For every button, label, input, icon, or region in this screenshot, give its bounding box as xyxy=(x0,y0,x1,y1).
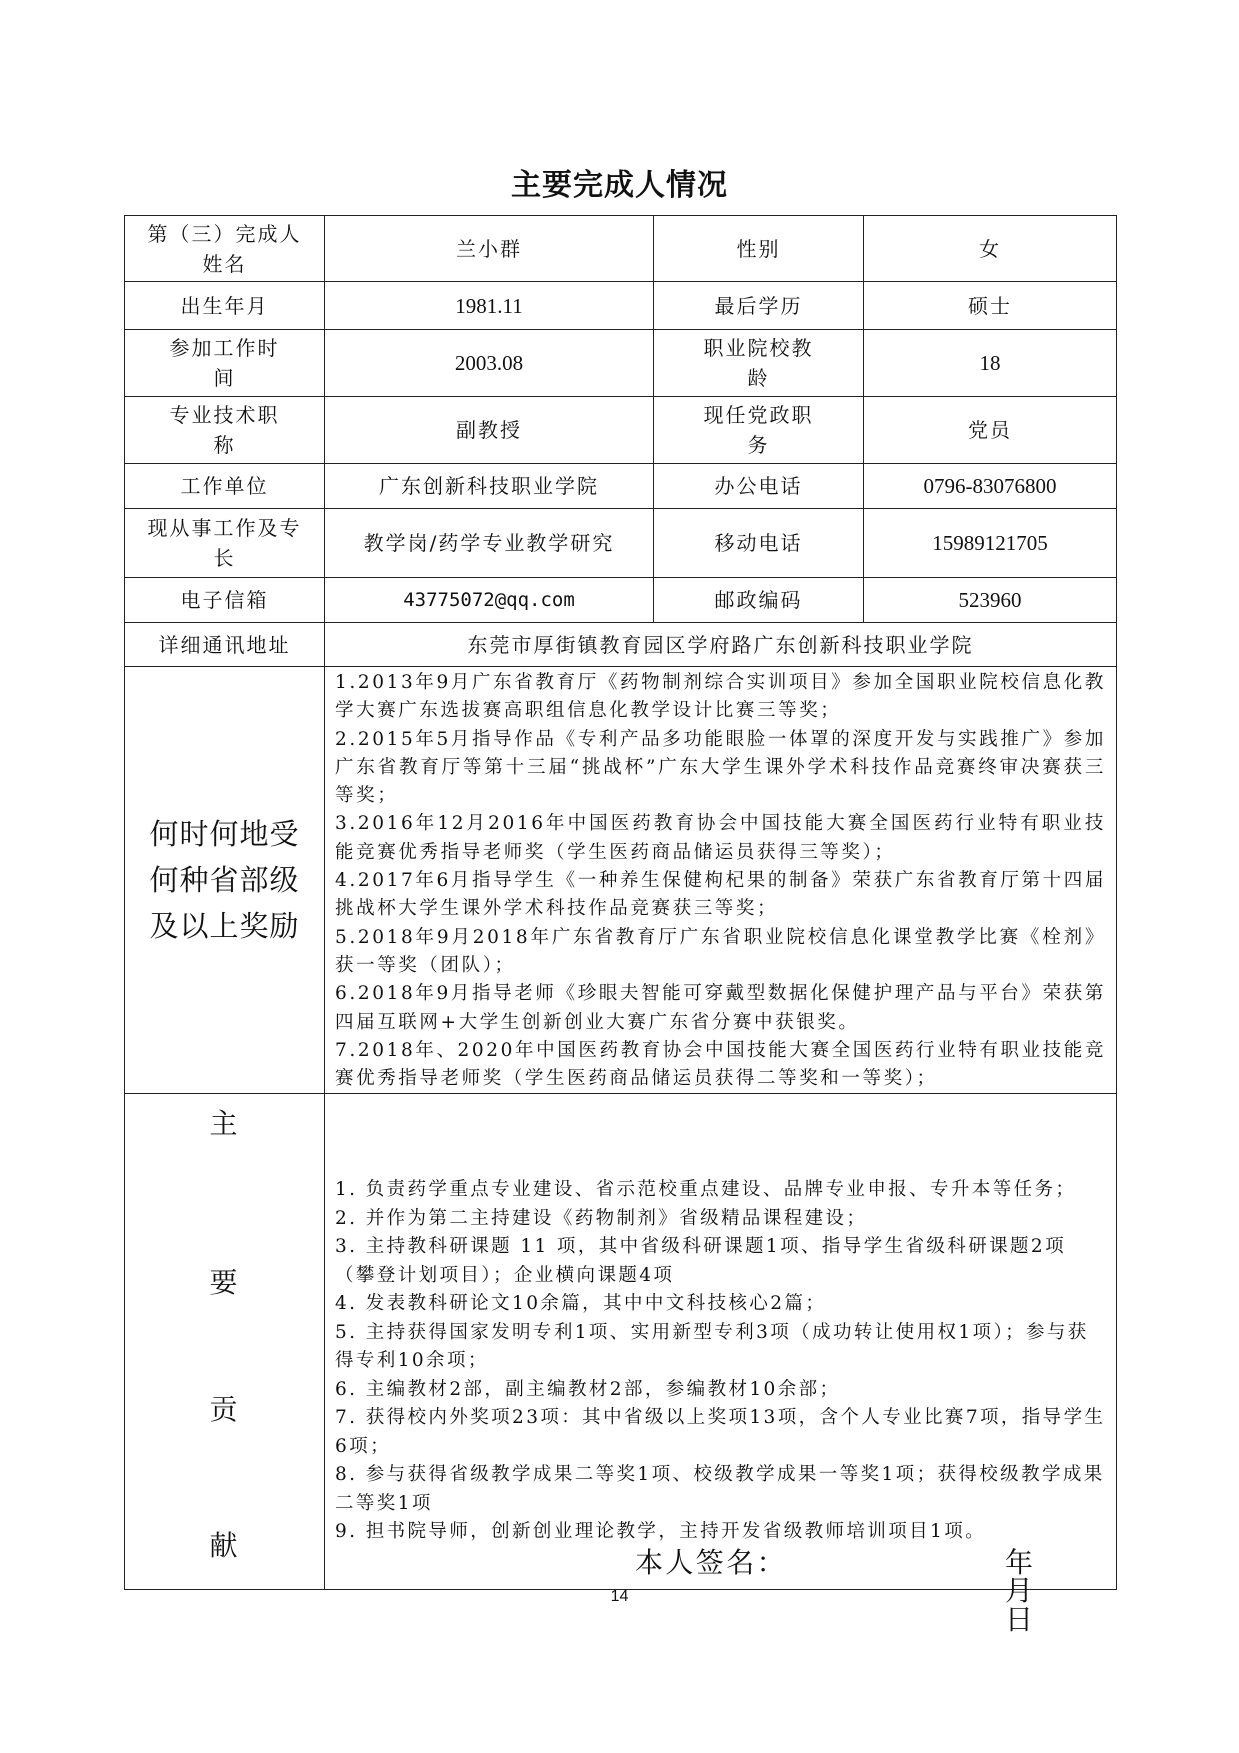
teaching-years-label: 职业院校教龄 xyxy=(654,330,864,397)
birth-value: 1981.11 xyxy=(325,282,654,330)
award-item: 4.2017年6月指导学生《一种养生保健枸杞果的制备》荣获广东省教育厅第十四届挑战杯大学生课外学术科技作品竞赛获三等奖； xyxy=(335,870,1106,920)
work-start-label: 参加工作时间 xyxy=(125,330,325,397)
mobile-phone-value: 15989121705 xyxy=(864,509,1117,578)
email-label: 电子信箱 xyxy=(125,578,325,623)
contribution-item: 2. 并作为第二主持建设《药物制剂》省级精品课程建设； xyxy=(335,1207,868,1229)
party-position-label: 现任党政职务 xyxy=(654,397,864,464)
zip-label: 邮政编码 xyxy=(654,578,864,623)
awards-label: 何时何地受何种省部级及以上奖励 xyxy=(125,667,325,1094)
work-start-value: 2003.08 xyxy=(325,330,654,397)
contributions-label-char: 主 xyxy=(209,1107,240,1141)
date-label: 年 月 日 xyxy=(1005,1545,1052,1636)
teaching-years-value: 18 xyxy=(864,330,1117,397)
contributions-label xyxy=(125,1094,325,1590)
office-phone-label: 办公电话 xyxy=(654,464,864,509)
contribution-item: 1. 负责药学重点专业建设、省示范校重点建设、品牌专业申报、专升本等任务； xyxy=(335,1179,1077,1201)
contribution-item: 6. 主编教材2部，副主编教材2部，参编教材10余部； xyxy=(335,1378,841,1400)
award-item: 3.2016年12月2016年中国医药教育协会中国技能大赛全国医药行业特有职业技能竞赛优秀指导老师奖（学生医药商品储运员获得三等奖）； xyxy=(335,813,1106,863)
current-job-label: 现从事工作及专长 xyxy=(125,509,325,578)
name-label: 第（三）完成人姓名 xyxy=(125,216,325,282)
contribution-item: 9. 担书院导师，创新创业理论教学，主持开发省级教师培训项目1项。 xyxy=(335,1521,987,1543)
awards-list xyxy=(325,667,1117,1094)
signature-label: 本人签名： xyxy=(635,1545,788,1579)
professional-title-label: 专业技术职称 xyxy=(125,397,325,464)
contribution-item: 8. 参与获得省级教学成果二等奖1项、校级教学成果一等奖1项；获得校级教学成果二等奖1项 xyxy=(335,1464,1105,1514)
current-job-value: 教学岗/药学专业教学研究 xyxy=(325,509,654,578)
professional-title-value: 副教授 xyxy=(325,397,654,464)
mobile-phone-label: 移动电话 xyxy=(654,509,864,578)
birth-label: 出生年月 xyxy=(125,282,325,330)
award-item: 7.2018年、2020年中国医药教育协会中国技能大赛全国医药行业特有职业技能竞赛优秀指导老师奖（学生医药商品储运员获得二等奖和一等奖）； xyxy=(335,1039,1106,1090)
education-label: 最后学历 xyxy=(654,282,864,330)
page-title: 主要完成人情况 xyxy=(511,168,728,203)
education-value: 硕士 xyxy=(864,282,1117,330)
email-value: 43775072@qq.com xyxy=(325,578,654,623)
page-number: 14 xyxy=(610,1588,629,1605)
office-phone-value: 0796-83076800 xyxy=(864,464,1117,509)
party-position-value: 党员 xyxy=(864,397,1117,464)
contribution-item: 4. 发表教科研论文10余篇，其中中文科技核心2篇； xyxy=(335,1293,827,1315)
contributions-label-char: 贡 xyxy=(209,1393,240,1427)
work-unit-value: 广东创新科技职业学院 xyxy=(325,464,654,509)
gender-value: 女 xyxy=(864,216,1117,282)
gender-label: 性别 xyxy=(654,216,864,282)
address-value: 东莞市厚街镇教育园区学府路广东创新科技职业学院 xyxy=(325,623,1117,667)
contribution-item: 3. 主持教科研课题 11 项，其中省级科研课题1项、指导学生省级科研课题2项（攀登计划项目）；企业横向课题4项 xyxy=(335,1236,1066,1286)
zip-value: 523960 xyxy=(864,578,1117,623)
contributions-label-char: 要 xyxy=(209,1266,240,1300)
contribution-item: 7. 获得校内外奖项23项：其中省级以上奖项13项，含个人专业比赛7项，指导学生6项； xyxy=(335,1407,1106,1457)
award-item: 5.2018年9月2018年广东省教育厅广东省职业院校信息化课堂教学比赛《栓剂》获一等奖（团队）； xyxy=(335,926,1106,976)
address-label: 详细通讯地址 xyxy=(125,623,325,667)
contributions-label-char: 献 xyxy=(209,1529,240,1563)
name-value: 兰小群 xyxy=(325,216,654,282)
award-item: 6.2018年9月指导老师《珍眼夫智能可穿戴型数据化保健护理产品与平台》荣获第四届互联网+大学生创新创业大赛广东省分赛中获银奖。 xyxy=(335,983,1106,1033)
work-unit-label: 工作单位 xyxy=(125,464,325,509)
award-item: 1.2013年9月广东省教育厅《药物制剂综合实训项目》参加全国职业院校信息化教学大赛广东选拔赛高职组信息化教学设计比赛三等奖； xyxy=(335,672,1106,722)
contribution-item: 5. 主持获得国家发明专利1项、实用新型专利3项（成功转让使用权1项）；参与获得专利10余项； xyxy=(335,1321,1089,1372)
award-item: 2.2015年5月指导作品《专利产品多功能眼脸一体罩的深度开发与实践推广》参加广东省教育厅等第十三届“挑战杯”广东大学生课外学术科技作品竞赛终审决赛获三等奖； xyxy=(335,728,1106,807)
